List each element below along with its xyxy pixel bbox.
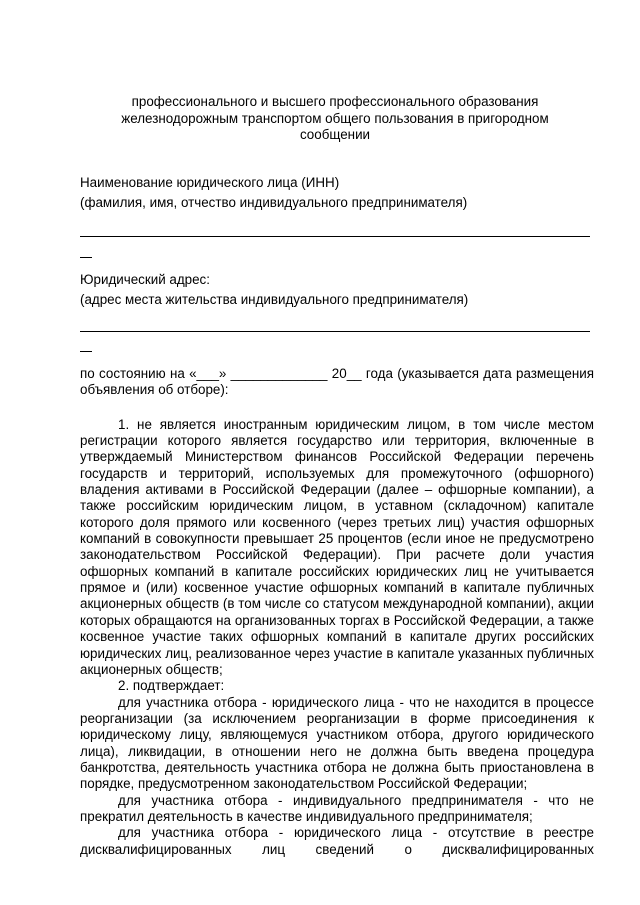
header-line-2: железнодорожным транспортом общего пользования в пригородном bbox=[121, 110, 549, 126]
applicant-name-label: Наименование юридического лица (ИНН) bbox=[80, 175, 340, 190]
item-2-registry-paragraph: для участника отбора - юридического лица - отсутствие в реестре bbox=[118, 825, 594, 841]
item-2-legal-entity-paragraph: для участника отбора - юридического лица - что не находится в процессе реорганизации (за исключением реорганизации в форме присоединения к юридическому лицу, являющемуся участником отбора, другого юридического лица), ликвидации, в отношении него не должна быть введена процедура банкротства, деятельность участника отбора не должна быть приостановлена в порядке, предусмотренном законодательством Российской Федерации; bbox=[80, 694, 594, 792]
item-2-registry-paragraph-continuation: дисквалифицированных лиц сведений о дисквалифицированных bbox=[80, 841, 594, 857]
item-2-title: 2. подтверждает: bbox=[118, 678, 225, 694]
header-line-1: профессионального и высшего профессионального образования bbox=[131, 94, 539, 109]
item-2-entrepreneur-paragraph: для участника отбора - индивидуального предпринимателя - что не прекратил деятельность в качестве индивидуального предпринимателя; bbox=[80, 792, 594, 824]
applicant-name-field-line[interactable] bbox=[80, 236, 590, 237]
header-line-3: сообщении bbox=[299, 127, 371, 142]
applicant-name-field-line-continuation bbox=[80, 257, 92, 258]
applicant-address-block bbox=[80, 270, 592, 310]
applicant-address-label: Юридический адрес: bbox=[80, 272, 210, 287]
date-statement: по состоянию на «___» _____________ 20__ года (указывается дата размещения объявления об отборе): bbox=[80, 366, 594, 398]
applicant-address-field-line[interactable] bbox=[80, 331, 590, 332]
document-header bbox=[80, 94, 590, 144]
applicant-address-field-line-continuation bbox=[80, 351, 92, 352]
applicant-address-hint: (адрес места жительства индивидуального предпринимателя) bbox=[80, 292, 469, 307]
document-body bbox=[80, 366, 594, 858]
applicant-name-hint: (фамилия, имя, отчество индивидуального предпринимателя) bbox=[80, 195, 468, 210]
applicant-name-block bbox=[80, 173, 592, 213]
item-1-paragraph: 1. не является иностранным юридическим лицом, в том числе местом регистрации которого является государство или территория, включенные в утверждаемый Министерством финансов Российской Федерации перечень государств и территорий, используемых для промежуточного (офшорного) владения активами в Российской Федерации (далее – офшорные компании), а также российским юридическим лицом, в уставном (складочном) капитале которого доля прямого или косвенного (через третьих лиц) участия офшорных компаний в совокупности превышает 25 процентов (если иное не предусмотрено законодательством Российской Федерации). При расчете доли участия офшорных компаний в капитале российских юридических лиц не учитывается прямое и (или) косвенное участие офшорных компаний в капитале публичных акционерных обществ (в том числе со статусом международной компании), акции которых обращаются на организованных торгах в Российской Федерации, а также косвенное участие таких офшорных компаний в капитале других российских юридических лиц, реализованное через участие в капитале указанных публичных акционерных обществ; bbox=[80, 416, 594, 677]
